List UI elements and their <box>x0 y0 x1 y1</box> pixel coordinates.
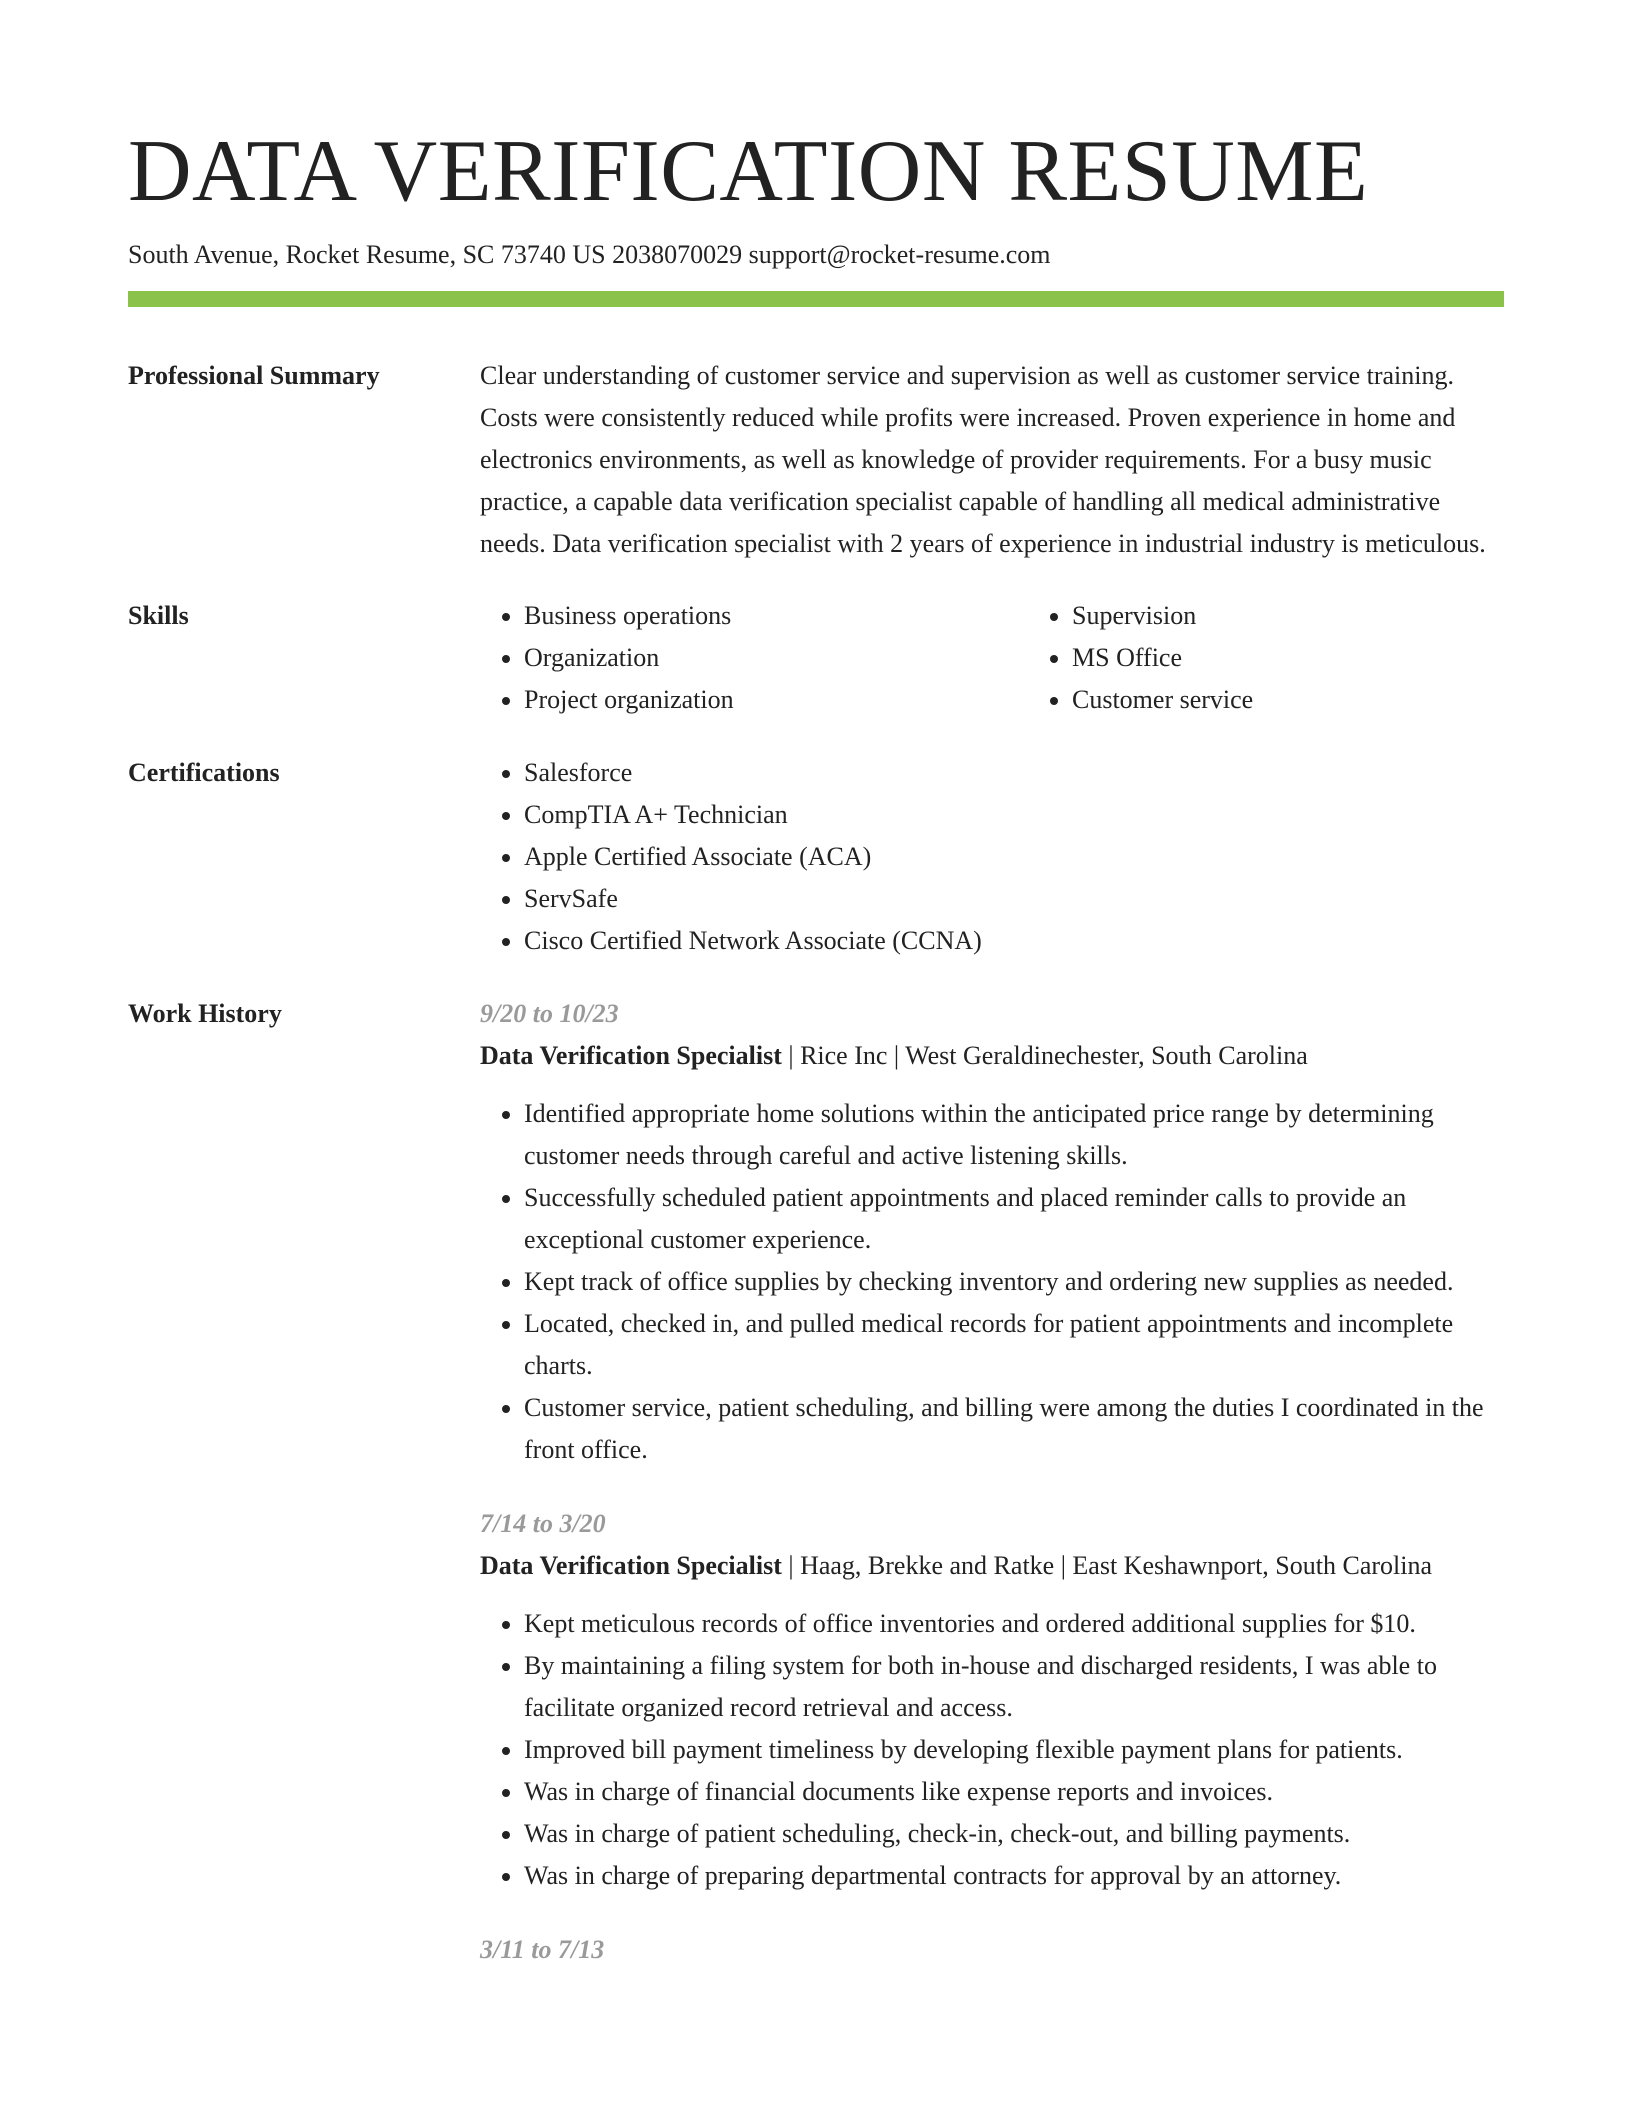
job-dates: 9/20 to 10/23 <box>480 999 619 1028</box>
skill-item: • Customer service <box>1072 679 1576 721</box>
contact-address: South Avenue, Rocket Resume, SC 73740 US <box>128 240 606 269</box>
job-duty: • Kept meticulous records of office inventories and ordered additional supplies for $10. <box>524 1603 1504 1645</box>
contact-line <box>128 238 1504 272</box>
skill-item: • Business operations <box>524 595 1028 637</box>
skill-item: • MS Office <box>1072 637 1576 679</box>
summary-section <box>128 355 1504 565</box>
skills-section <box>128 595 1504 721</box>
job-title: Data Verification Specialist <box>480 1551 782 1580</box>
certification-item: • Cisco Certified Network Associate (CCNA) <box>524 920 1504 962</box>
contact-phone: 2038070029 <box>612 240 743 269</box>
contact-email: support@rocket-resume.com <box>748 240 1051 269</box>
certifications-heading: Certifications <box>128 758 280 787</box>
certification-item: • Apple Certified Associate (ACA) <box>524 836 1504 878</box>
job-duty: • Improved bill payment timeliness by developing flexible payment plans for patients. <box>524 1729 1504 1771</box>
skill-item: • Supervision <box>1072 595 1576 637</box>
job-duty: • Kept track of office supplies by checking inventory and ordering new supplies as needed. <box>524 1261 1504 1303</box>
job-duties <box>480 1603 1504 1897</box>
skills-column-2 <box>1028 595 1576 721</box>
certifications-list <box>480 752 1504 962</box>
job-entry <box>480 1929 1504 1971</box>
skill-item: • Organization <box>524 637 1028 679</box>
job-heading <box>480 1545 1504 1587</box>
skills-heading: Skills <box>128 601 189 630</box>
job-duty: • Was in charge of financial documents like expense reports and invoices. <box>524 1771 1504 1813</box>
certification-item: • Salesforce <box>524 752 1504 794</box>
job-title: Data Verification Specialist <box>480 1041 782 1070</box>
job-entry <box>480 1503 1504 1897</box>
job-details: | Haag, Brekke and Ratke | East Keshawnport, South Carolina <box>781 1551 1433 1580</box>
work-history-section <box>128 993 1504 1971</box>
job-heading <box>480 1035 1504 1077</box>
certification-item: • ServSafe <box>524 878 1504 920</box>
job-duty: • Identified appropriate home solutions within the anticipated price range by determining customer needs through careful and active listening skills. <box>524 1093 1504 1177</box>
job-dates: 3/11 to 7/13 <box>480 1935 605 1964</box>
job-duties <box>480 1093 1504 1471</box>
job-duty: • Located, checked in, and pulled medical records for patient appointments and incomplete charts. <box>524 1303 1504 1387</box>
skill-item: • Project organization <box>524 679 1028 721</box>
certification-item: • CompTIA A+ Technician <box>524 794 1504 836</box>
resume-title: DATA VERIFICATION RESUME <box>128 123 1369 220</box>
job-duty: • By maintaining a filing system for both in-house and discharged residents, I was able to facilitate organized record retrieval and access. <box>524 1645 1504 1729</box>
job-dates: 7/14 to 3/20 <box>480 1509 606 1538</box>
certifications-section <box>128 752 1504 962</box>
job-details: | Rice Inc | West Geraldinechester, South Carolina <box>781 1041 1308 1070</box>
job-duty: • Customer service, patient scheduling, and billing were among the duties I coordinated in the front office. <box>524 1387 1504 1471</box>
job-duty: • Was in charge of patient scheduling, check-in, check-out, and billing payments. <box>524 1813 1504 1855</box>
skills-column-1 <box>480 595 1028 721</box>
resume-page <box>128 118 1504 1971</box>
summary-heading: Professional Summary <box>128 361 380 390</box>
work-history-heading: Work History <box>128 999 282 1028</box>
skills-list <box>480 595 1576 721</box>
job-duty: • Was in charge of preparing departmental contracts for approval by an attorney. <box>524 1855 1504 1897</box>
job-duty: • Successfully scheduled patient appointments and placed reminder calls to provide an exceptional customer experience. <box>524 1177 1504 1261</box>
job-entry <box>480 993 1504 1471</box>
summary-text: Clear understanding of customer service and supervision as well as customer service training. Costs were consistently reduced while profits were increased. Proven experience in home and electronics environments, as well as knowledge of provider requirements. For a busy music practice, a capable data verification specialist capable of handling all medical administrative needs. Data verification specialist with 2 years of experience in industrial industry is meticulous. <box>480 361 1486 558</box>
accent-divider <box>128 291 1504 307</box>
